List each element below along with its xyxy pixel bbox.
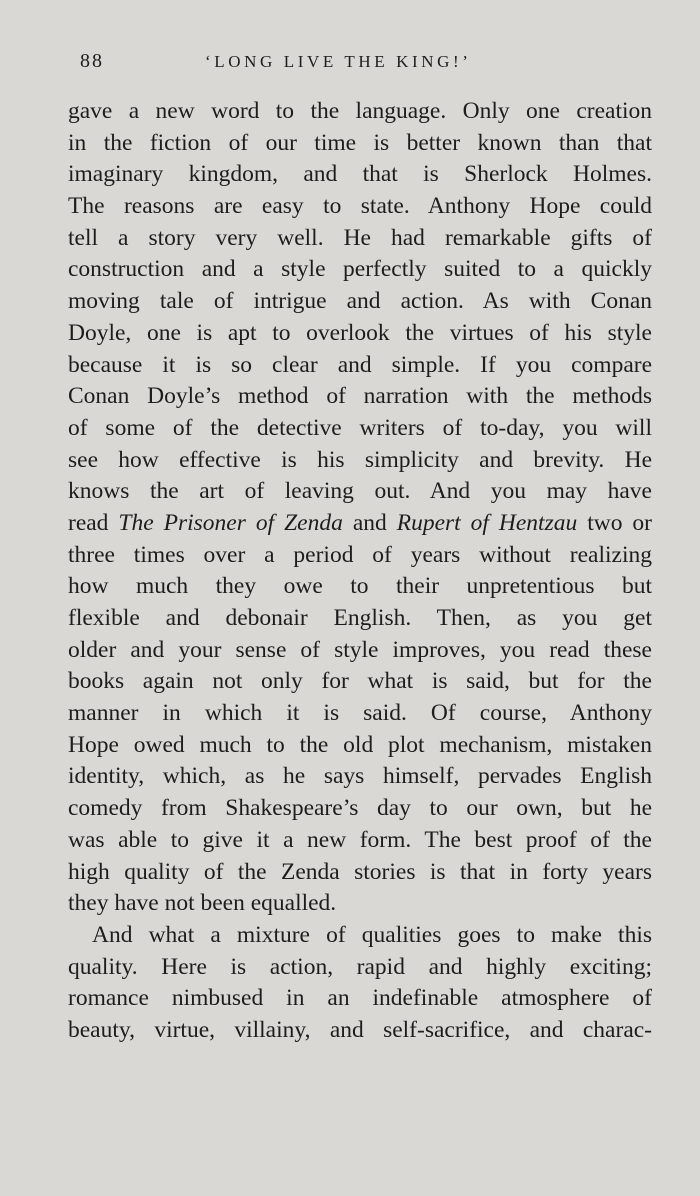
text-line: romance nimbused in an indefinable atmosphere of	[68, 985, 652, 1012]
body-text	[68, 96, 652, 1047]
text-line: Hope owed much to the old plot mechanism, mistaken	[68, 731, 652, 758]
text-line: quality. Here is action, rapid and highly exciting;	[68, 953, 652, 980]
text-line: imaginary kingdom, and that is Sherlock Holmes.	[68, 161, 652, 188]
text-line: tell a story very well. He had remarkable gifts of	[68, 224, 652, 251]
page-number: 88	[80, 50, 104, 72]
line-fragment: read	[68, 509, 119, 536]
line-fragment: and	[342, 509, 397, 536]
text-line: older and your sense of style improves, you read these	[68, 636, 652, 663]
text-line: beauty, virtue, villainy, and self-sacrifice, and charac-	[68, 1016, 652, 1043]
text-line: three times over a period of years without realizing	[68, 541, 652, 568]
text-line: The reasons are easy to state. Anthony Hope could	[68, 193, 652, 220]
text-line: identity, which, as he says himself, pervades English	[68, 763, 652, 790]
text-line: high quality of the Zenda stories is that in forty years	[68, 858, 652, 885]
text-line: knows the art of leaving out. And you may have	[68, 478, 652, 505]
text-line: gave a new word to the language. Only one creation	[68, 98, 652, 124]
text-line: moving tale of intrigue and action. As with Conan	[68, 288, 652, 315]
text-line: of some of the detective writers of to-day, you will	[68, 414, 652, 441]
text-line: they have not been equalled.	[68, 890, 337, 917]
text-line: because it is so clear and simple. If you compare	[68, 351, 652, 378]
text-line: construction and a style perfectly suited to a quickly	[68, 256, 652, 283]
text-line: flexible and debonair English. Then, as you get	[68, 605, 652, 631]
text-line: comedy from Shakespeare’s day to our own, but he	[68, 795, 652, 822]
text-line: Conan Doyle’s method of narration with the methods	[68, 383, 652, 410]
line-fragment: two or	[577, 509, 652, 536]
text-line-with-titles	[68, 508, 652, 540]
text-line: how much they owe to their unpretentious but	[68, 573, 652, 600]
text-line: Doyle, one is apt to overlook the virtues of his style	[68, 319, 652, 346]
running-head	[75, 50, 650, 80]
text-line: see how effective is his simplicity and brevity. He	[68, 446, 652, 473]
running-title: ‘LONG LIVE THE KING!’	[205, 52, 472, 71]
book-title-prisoner-of-zenda: The Prisoner of Zenda	[118, 509, 343, 536]
text-line: in the fiction of our time is better known than that	[68, 129, 652, 156]
text-line: books again not only for what is said, but for the	[68, 668, 652, 695]
text-line: manner in which it is said. Of course, Anthony	[68, 700, 652, 727]
text-line: was able to give it a new form. The best proof of the	[68, 826, 652, 853]
paragraph-start-line: And what a mixture of qualities goes to make this	[92, 921, 652, 948]
book-title-rupert-of-hentzau: Rupert of Hentzau	[396, 509, 578, 536]
